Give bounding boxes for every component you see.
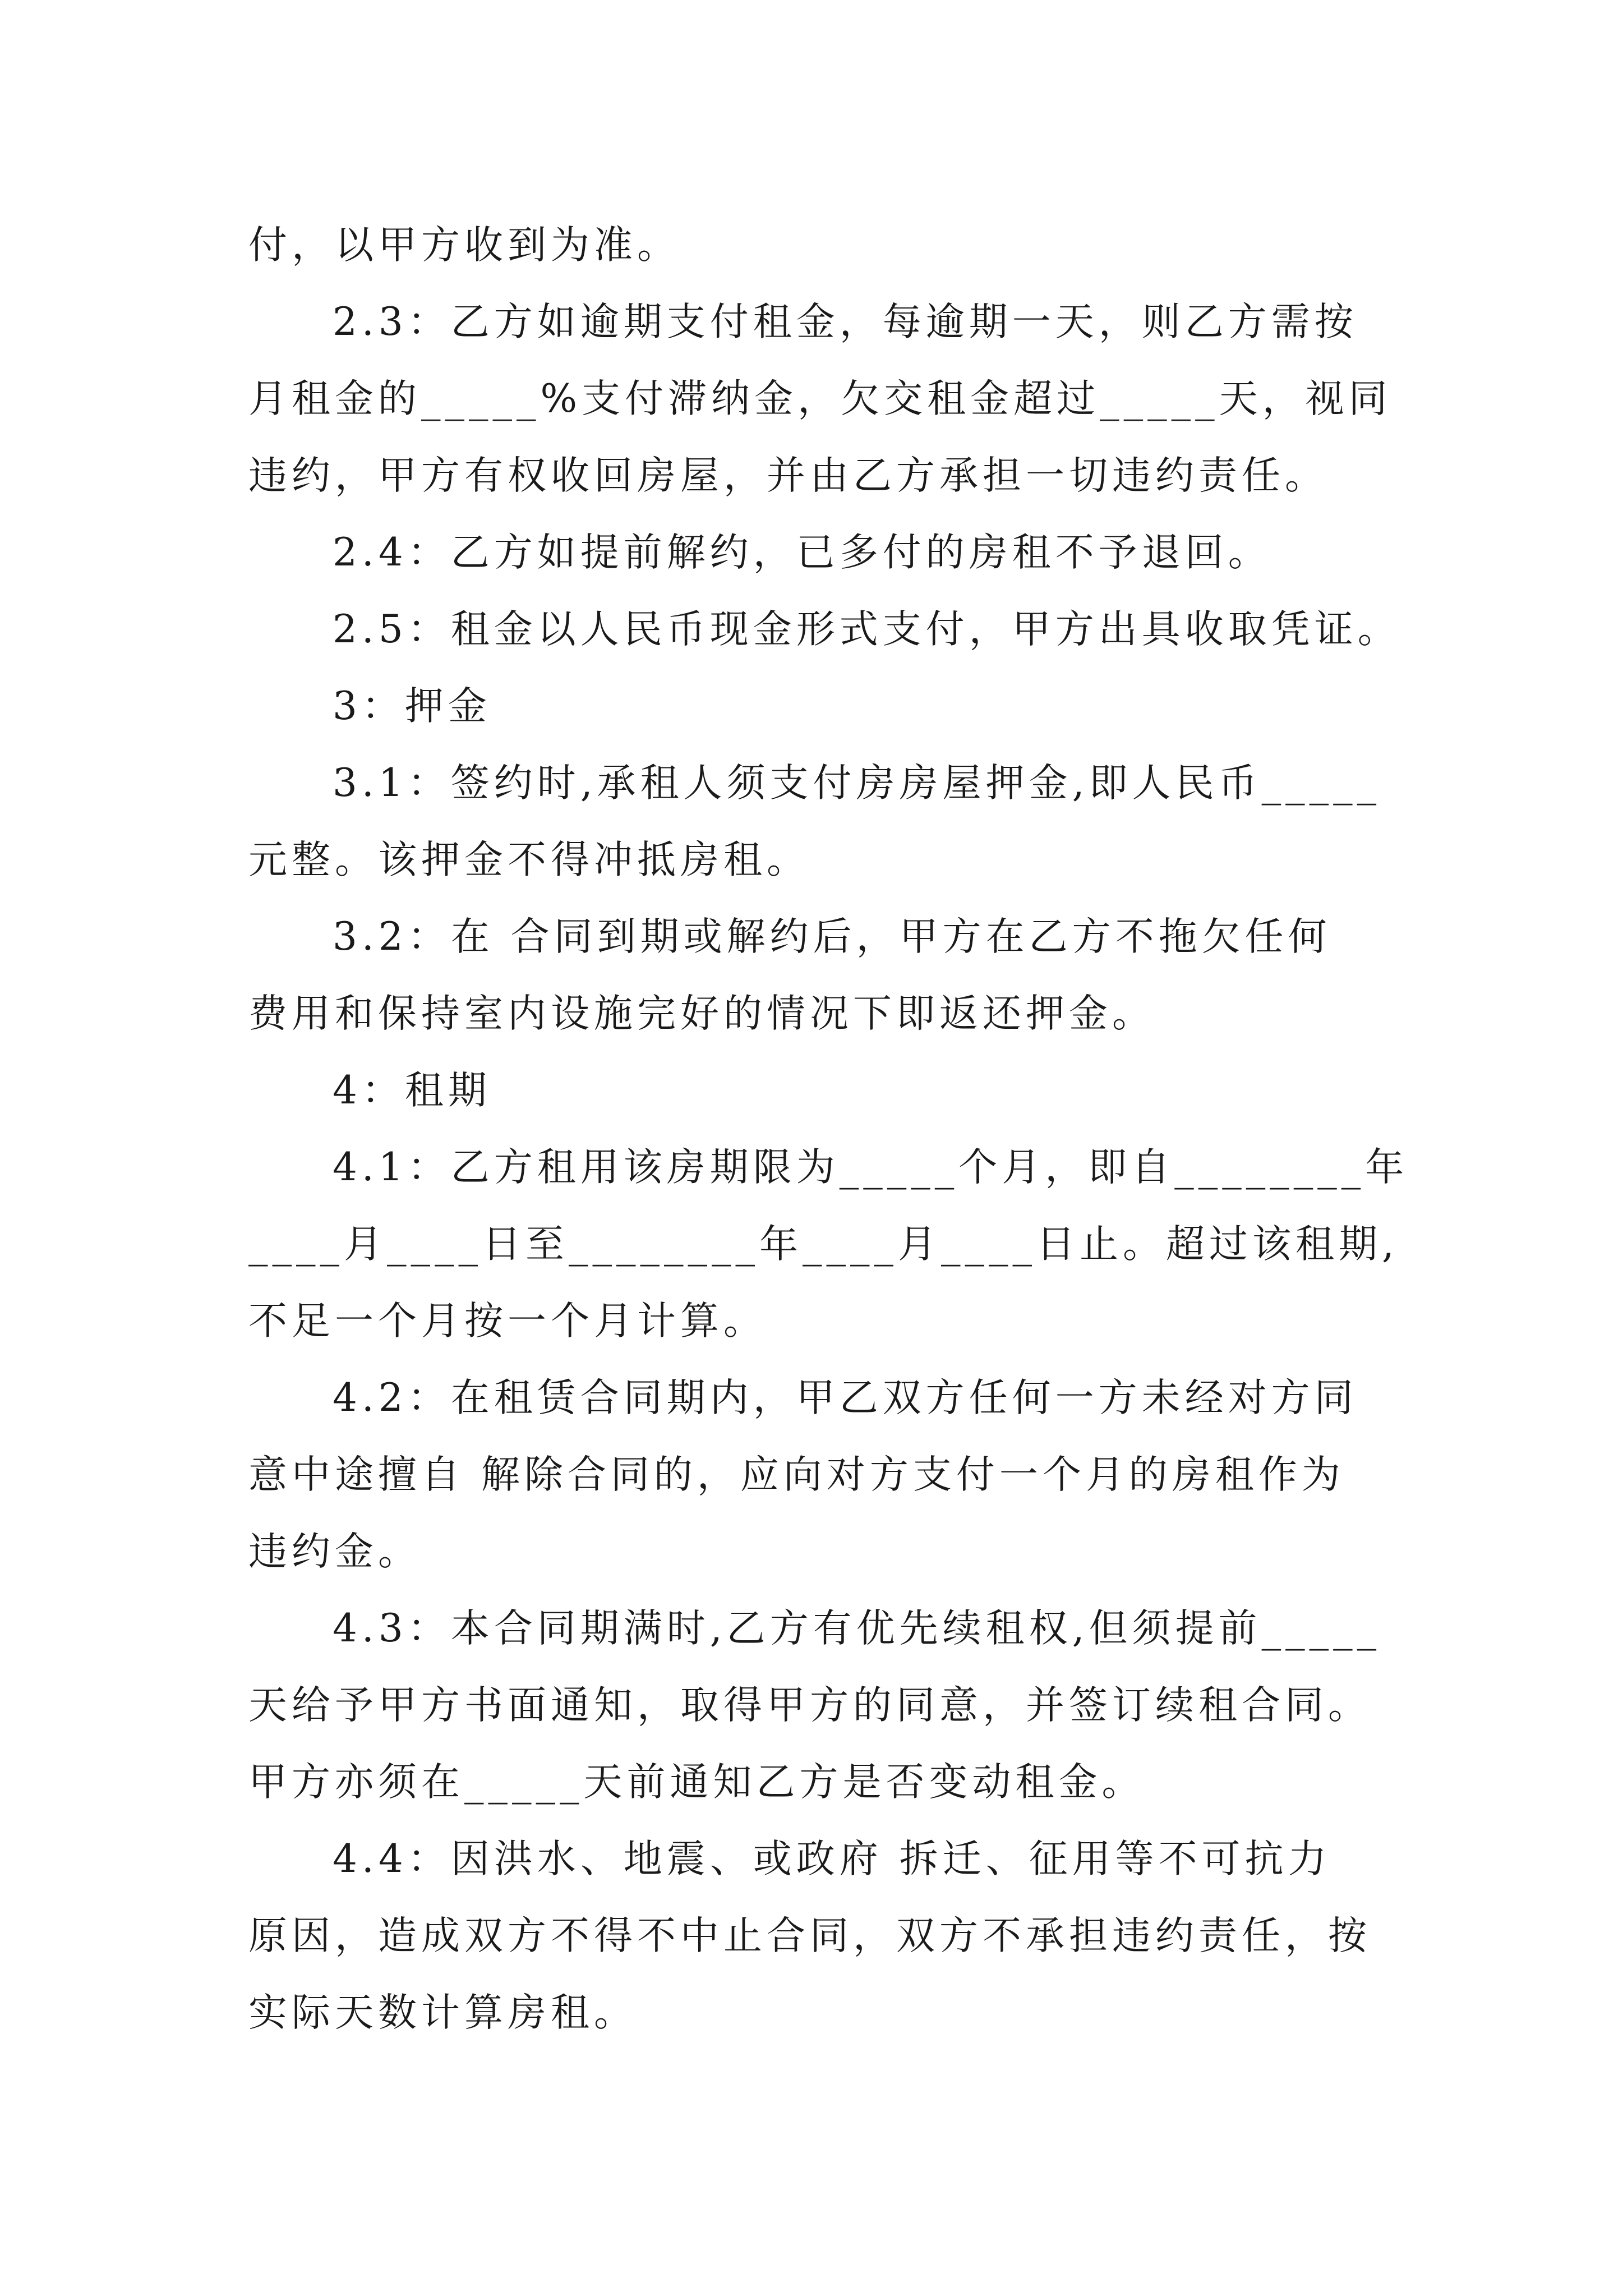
document-body [248, 207, 1409, 2051]
text-line: 4.2：在租赁合同期内，甲乙双方任何一方未经对方同 [333, 1375, 1358, 1420]
text-line: 元整。该押金不得冲抵房租。 [248, 838, 810, 882]
text-line: 月租金的_____%支付滞纳金，欠交租金超过_____天，视同 [248, 376, 1392, 421]
section-heading: 4：租期 [333, 1068, 491, 1113]
text-line: 不足一个月按一个月计算。 [248, 1299, 767, 1343]
text-line: 3.2：在 合同到期或解约后，甲方在乙方不拖欠任何 [333, 914, 1331, 959]
text-line: 意中途擅自 解除合同的，应向对方支付一个月的房租作为 [248, 1452, 1345, 1497]
text-line: 甲方亦须在_____天前通知乙方是否变动租金。 [248, 1760, 1145, 1805]
text-line: 违约，甲方有权收回房屋，并由乙方承担一切违约责任。 [248, 453, 1328, 498]
text-line: 4.3：本合同期满时,乙方有优先续租权,但须提前_____ [333, 1606, 1381, 1651]
text-line: 2.5：租金以人民币现金形式支付，甲方出具收取凭证。 [333, 607, 1401, 652]
text-line: ____月____日至________年____月____日止。超过该租期, [248, 1222, 1399, 1267]
text-line: 2.3：乙方如逾期支付租金，每逾期一天，则乙方需按 [333, 300, 1358, 344]
text-line: 违约金。 [248, 1529, 421, 1574]
text-line: 天给予甲方书面通知，取得甲方的同意，并签订续租合同。 [248, 1683, 1371, 1728]
text-line: 费用和保持室内设施完好的情况下即返还押金。 [248, 991, 1155, 1036]
text-line: 实际天数计算房租。 [248, 1990, 637, 2035]
text-line: 付，以甲方收到为准。 [248, 223, 680, 268]
text-line: 3.1：签约时,承租人须支付房房屋押金,即人民币_____ [333, 761, 1381, 806]
text-line: 4.1：乙方租用该房期限为_____个月，即自________年 [333, 1145, 1409, 1190]
section-heading: 3：押金 [333, 684, 491, 729]
text-line: 原因，造成双方不得不中止合同，双方不承担违约责任，按 [248, 1913, 1371, 1958]
text-line: 4.4：因洪水、地震、或政府 拆迁、征用等不可抗力 [333, 1837, 1331, 1881]
text-line: 2.4：乙方如提前解约，已多付的房租不予退回。 [333, 530, 1271, 575]
